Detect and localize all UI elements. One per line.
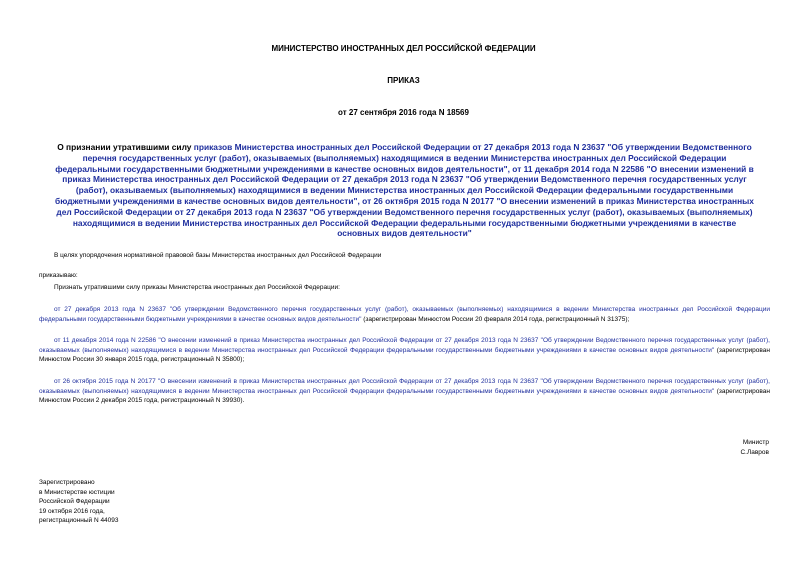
list-item xyxy=(39,305,770,324)
list-item xyxy=(39,336,770,365)
recognize-paragraph: Признать утратившими силу приказы Министерства иностранных дел Российской Федерации: xyxy=(54,284,340,291)
registration-line: в Министерстве юстиции xyxy=(39,488,115,496)
list-item xyxy=(39,377,770,406)
registration-line: Зарегистрировано xyxy=(39,479,95,486)
ministry-heading: МИНИСТЕРСТВО ИНОСТРАННЫХ ДЕЛ РОССИЙСКОЙ ФЕДЕРАЦИИ xyxy=(271,44,536,53)
registration-line: 19 октября 2016 года, xyxy=(39,507,105,515)
item-3-tail: (зарегистрирован Минюстом России 2 декабря 2015 года, регистрационный N 39930). xyxy=(39,387,770,405)
title-prefix: О признании утратившими силу xyxy=(57,142,194,152)
item-1-tail: (зарегистрирован Минюстом России 20 февраля 2014 года, регистрационный N 31375); xyxy=(361,315,630,323)
item-2-link[interactable]: от 11 декабря 2014 года N 22586 "О внесении изменений в приказ Министерства иностранных дел Российской Федерации от 27 декабря 2013 года N 23637 "Об утверждении Ведомственного перечня государственных услуг (работ), оказываемых (выполняемых) находящимися в ведении Министерства иностранных дел Российской Федерации федеральными государственными бюджетными учреждениями в качестве основных видов деятельности" xyxy=(39,337,770,354)
registration-line: регистрационный N 44093 xyxy=(39,517,119,525)
item-3-link[interactable]: от 26 октября 2015 года N 20177 "О внесении изменений в приказ Министерства иностранных дел Российской Федерации от 27 декабря 2013 года N 23637 "Об утверждении Ведомственного перечня государственных услуг (работ), оказываемых (выполняемых) находящимися в ведении Министерства иностранных дел Российской Федерации федеральными государственными бюджетными учреждениями в качестве основных видов деятельности" xyxy=(39,378,770,395)
order-word: приказываю: xyxy=(39,272,78,279)
registration-line: Российской Федерации xyxy=(39,498,110,506)
intro-paragraph: В целях упорядочения нормативной правовой базы Министерства иностранных дел Российской Федерации xyxy=(54,252,382,259)
signature-position: Министр xyxy=(742,439,769,446)
registration-block xyxy=(39,478,119,526)
title-link[interactable]: приказов Министерства иностранных дел Российской Федерации от 27 декабря 2013 года N 23637 "Об утверждении Ведомственного перечня государственных услуг (работ), оказываемых (выполняемых) находящимися в ведении Министерства иностранных дел Российской Федерации федеральными государственными бюджетными учреждениями в качестве основных видов деятельности", от 11 декабря 2014 года N 22586 "О внесении изменений в приказ Министерства иностранных дел Российской Федерации от 27 декабря 2013 года N 23637 "Об утверждении Ведомственного перечня государственных услуг (работ), оказываемых (выполняемых) находящимися в ведении Министерства иностранных дел Российской Федерации федеральными государственными бюджетными учреждениями в качестве основных видов деятельности", от 26 октября 2015 года N 20177 "О внесении изменений в приказ Министерства иностранных дел Российской Федерации от 27 декабря 2013 года N 23637 "Об утверждении Ведомственного перечня государственных услуг (работ), оказываемых (выполняемых) находящимися в ведении Министерства иностранных дел Российской Федерации федеральными государственными бюджетными учреждениями в качестве основных видов деятельности" xyxy=(55,142,754,239)
item-2-tail: (зарегистрирован Минюстом России 30 января 2015 года, регистрационный N 35800); xyxy=(39,346,770,364)
document-title xyxy=(54,142,755,239)
doc-type-heading: ПРИКАЗ xyxy=(387,76,420,85)
signature-name: С.Лавров xyxy=(740,449,769,456)
date-number-heading: от 27 сентября 2016 года N 18569 xyxy=(338,108,469,117)
item-1-link[interactable]: от 27 декабря 2013 года N 23637 "Об утверждении Ведомственного перечня государственных услуг (работ), оказываемых (выполняемых) находящимися в ведении Министерства иностранных дел Российской Федерации федеральными государственными бюджетными учреждениями в качестве основных видов деятельности" xyxy=(39,306,770,323)
